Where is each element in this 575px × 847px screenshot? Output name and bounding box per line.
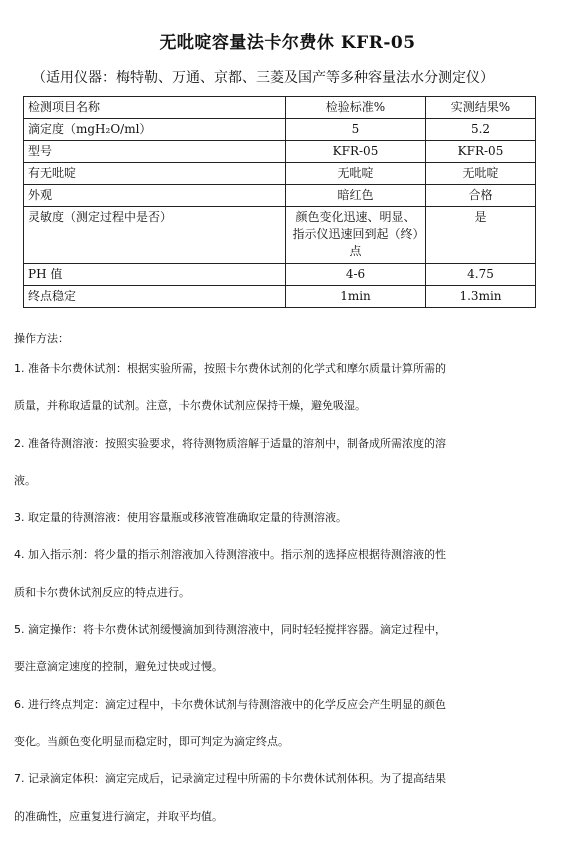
- table-row: [24, 207, 536, 264]
- row-titer-standard: 5: [286, 119, 426, 141]
- row-appearance-result: 合格: [426, 185, 536, 207]
- specification-table: [23, 96, 536, 308]
- row-pyridine-standard: 无吡啶: [286, 163, 426, 185]
- step-7-line-1: 7. 记录滴定体积：滴定完成后，记录滴定过程中所需的卡尔费休试剂体积。为了提高结果: [14, 772, 446, 786]
- table-header-row: [24, 97, 536, 119]
- step-4-line-2: 质和卡尔费休试剂反应的特点进行。: [14, 585, 190, 599]
- row-ph-result: 4.75: [426, 264, 536, 286]
- row-model-result: KFR-05: [426, 141, 536, 163]
- step-4-line-1: 4. 加入指示剂：将少量的指示剂溶液加入待测溶液中。指示剂的选择应根据待测溶液的性: [14, 548, 446, 562]
- row-appearance-standard: 暗红色: [286, 185, 426, 207]
- step-1-line-2: 质量，并称取适量的试剂。注意，卡尔费休试剂应保持干燥，避免吸湿。: [14, 399, 366, 413]
- operation-method-heading: 操作方法：: [14, 332, 69, 345]
- step-7-line-2: 的准确性，应重复进行滴定，并取平均值。: [14, 809, 223, 823]
- row-titer-result: 5.2: [426, 119, 536, 141]
- row-sensitivity-result: 是: [426, 207, 536, 264]
- row-ph-label: PH 值: [24, 264, 286, 286]
- row-endpoint-label: 终点稳定: [24, 286, 286, 308]
- header-result: 实测结果%: [426, 97, 536, 119]
- header-item-name: 检测项目名称: [24, 97, 286, 119]
- row-appearance-label: 外观: [24, 185, 286, 207]
- table-row: [24, 286, 536, 308]
- row-endpoint-result: 1.3min: [426, 286, 536, 308]
- document-title: 无吡啶容量法卡尔费休 KFR-05: [159, 33, 416, 53]
- row-endpoint-standard: 1min: [286, 286, 426, 308]
- row-model-standard: KFR-05: [286, 141, 426, 163]
- step-6-line-1: 6. 进行终点判定：滴定过程中，卡尔费休试剂与待测溶液中的化学反应会产生明显的颜色: [14, 697, 446, 711]
- operation-method-section: [14, 330, 559, 847]
- step-5-line-1: 5. 滴定操作：将卡尔费休试剂缓慢滴加到待测溶液中，同时轻轻搅拌容器。滴定过程中，: [14, 623, 446, 637]
- step-2-line-1: 2. 准备待测溶液：按照实验要求，将待测物质溶解于适量的溶剂中，制备成所需浓度的溶: [14, 436, 446, 450]
- table-row: [24, 141, 536, 163]
- header-standard: 检验标准%: [286, 97, 426, 119]
- step-6-line-2: 变化。当颜色变化明显而稳定时，即可判定为滴定终点。: [14, 734, 289, 748]
- row-sensitivity-label: 灵敏度（测定过程中是否）: [24, 207, 286, 264]
- step-3-line-1: 3. 取定量的待测溶液：使用容量瓶或移液管准确取定量的待测溶液。: [14, 511, 347, 525]
- row-model-label: 型号: [24, 141, 286, 163]
- step-5-line-2: 要注意滴定速度的控制，避免过快或过慢。: [14, 660, 223, 674]
- row-ph-standard: 4-6: [286, 264, 426, 286]
- step-2-line-2: 液。: [14, 473, 36, 487]
- row-titer-label: 滴定度（mgH₂O/ml）: [24, 119, 286, 141]
- table-row: [24, 264, 536, 286]
- table-row: [24, 185, 536, 207]
- applicable-instruments-note: （适用仪器：梅特勒、万通、京都、三菱及国产等多种容量法水分测定仪）: [32, 70, 494, 86]
- table-row: [24, 163, 536, 185]
- row-pyridine-result: 无吡啶: [426, 163, 536, 185]
- row-pyridine-label: 有无吡啶: [24, 163, 286, 185]
- row-sensitivity-standard: 颜色变化迅速、明显、指示仪迅速回到起（终）点: [286, 207, 426, 264]
- step-1-line-1: 1. 准备卡尔费休试剂：根据实验所需，按照卡尔费休试剂的化学式和摩尔质量计算所需的: [14, 362, 446, 375]
- table-row: [24, 119, 536, 141]
